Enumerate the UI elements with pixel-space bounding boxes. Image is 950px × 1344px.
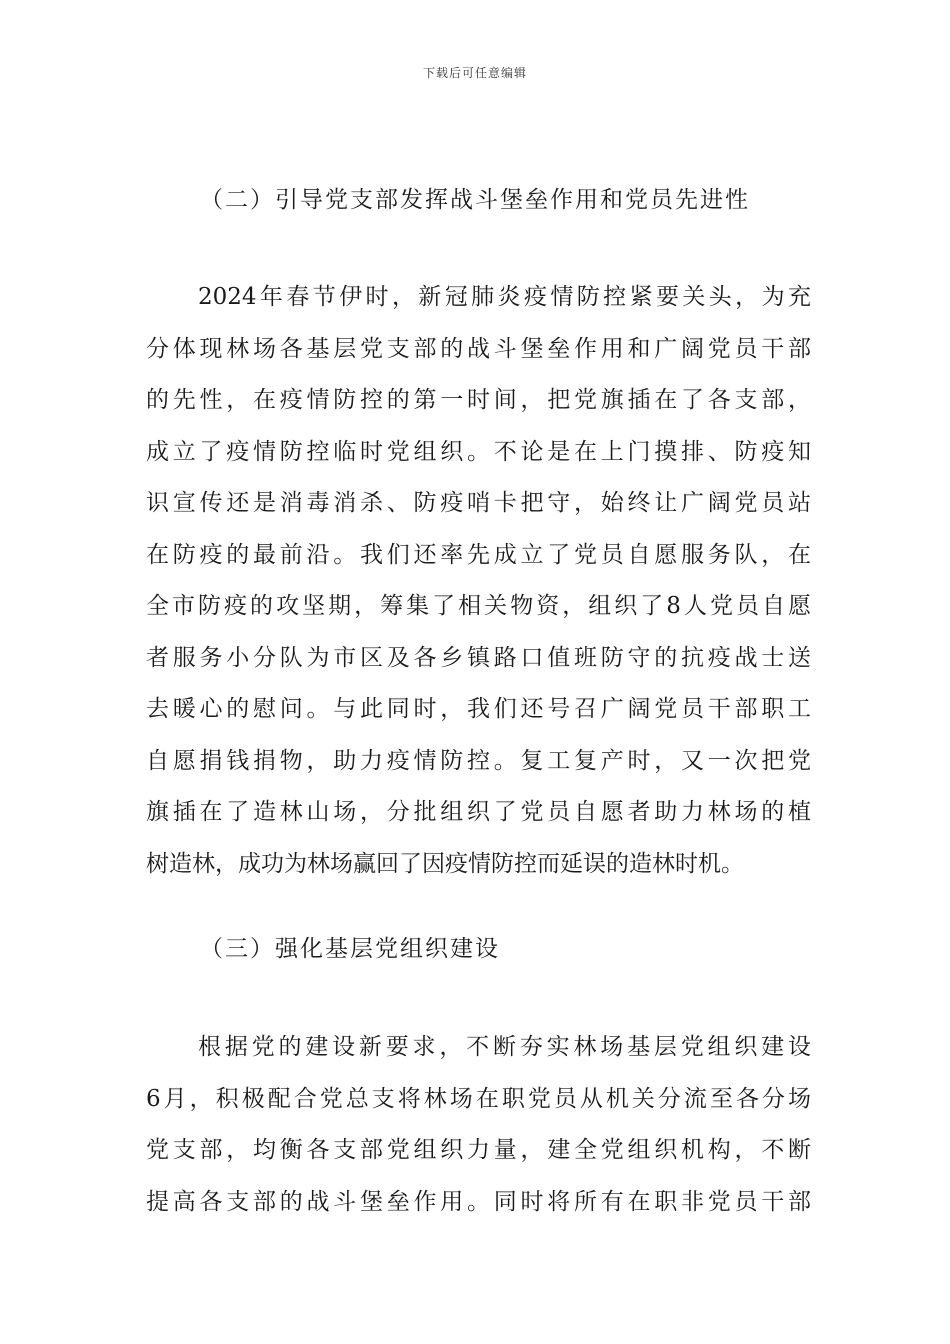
paragraph-line: 2024年春节伊时，新冠肺炎疫情防控紧要关头，为充: [198, 284, 811, 310]
paragraph-line: 党支部，均衡各支部党组织力量，建全党组织机构，不断: [146, 1137, 811, 1163]
paragraph-line: 分体现林场各基层党支部的战斗堡垒作用和广阔党员干部: [146, 335, 811, 362]
paragraph-party-building: [146, 1022, 811, 1228]
section-heading-3: （三）强化基层党组织建设: [200, 936, 500, 962]
paragraph-line: 提高各支部的战斗堡垒作用。同时将所有在职非党员干部: [146, 1188, 811, 1215]
paragraph-line: 者服务小分队为市区及各乡镇路口值班防守的抗疫战士送: [146, 644, 811, 671]
paragraph-line: 在防疫的最前沿。我们还率先成立了党员自愿服务队，在: [146, 541, 811, 568]
section-heading-2: （二）引导党支部发挥战斗堡垒作用和党员先进性: [200, 187, 750, 213]
paragraph-line: 全市防疫的攻坚期，筹集了相关物资，组织了8人党员自愿: [146, 593, 811, 619]
paragraph-line: 6月，积极配合党总支将林场在职党员从机关分流至各分场: [146, 1085, 811, 1112]
paragraph-line: 根据党的建设新要求，不断夯实林场基层党组织建设: [198, 1034, 811, 1060]
paragraph-line: 成立了疫情防控临时党组织。不论是在上门摸排、防疫知: [146, 438, 811, 465]
paragraph-line: 的先性，在疫情防控的第一时间，把党旗插在了各支部，: [146, 387, 811, 413]
paragraph-line: 去暖心的慰问。与此同时，我们还号召广阔党员干部职工: [146, 696, 811, 722]
paragraph-line: 旗插在了造林山场，分批组织了党员自愿者助力林场的植: [146, 799, 811, 825]
paragraph-line: 识宣传还是消毒消杀、防疫哨卡把守，始终让广阔党员站: [146, 490, 811, 516]
paragraph-line: 自愿捐钱捐物，助力疫情防控。复工复产时，又一次把党: [146, 747, 811, 774]
paragraph-epidemic: [146, 272, 811, 890]
paragraph-line: 树造林，成功为林场赢回了因疫情防控而延误的造林时机。: [146, 850, 744, 877]
page-header: 下载后可任意编辑: [422, 66, 527, 80]
